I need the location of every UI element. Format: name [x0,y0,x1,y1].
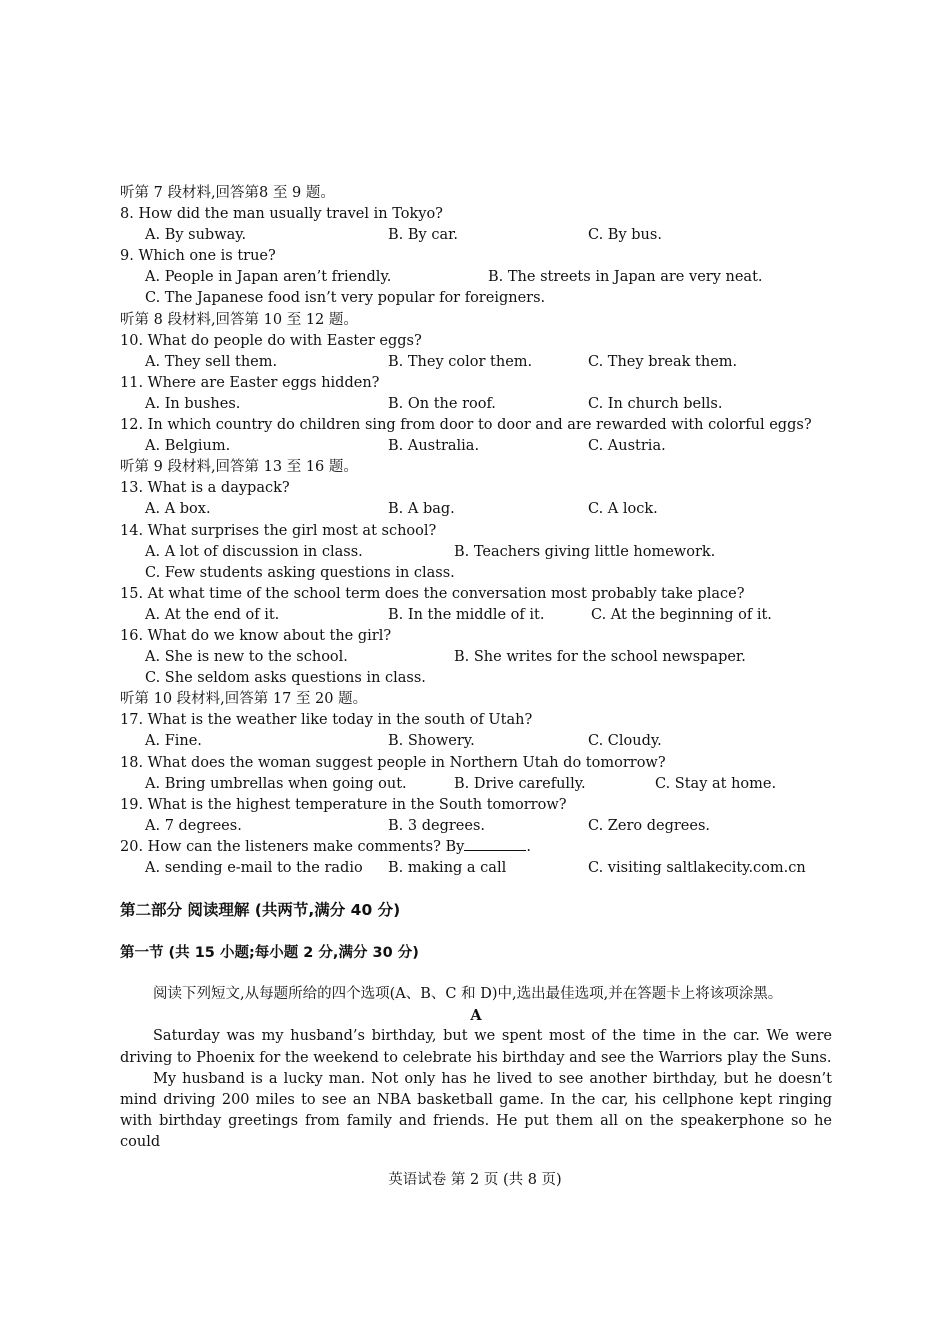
option-b: B. By car. [388,227,459,244]
question-9-options [120,267,832,288]
question-14: 14. What surprises the girl most at school? [120,522,437,539]
option-c: C. Austria. [588,438,666,455]
question-11: 11. Where are Easter eggs hidden? [120,374,380,391]
option-a: A. sending e-mail to the radio [145,860,363,876]
question-10: 10. What do people do with Easter eggs? [120,332,422,349]
option-b: B. Teachers giving little homework. [454,543,716,560]
option-b: B. Australia. [388,438,480,455]
option-c: C. A lock. [588,501,658,518]
section-1-heading: 第一节 (共 15 小题;每小题 2 分,满分 30 分) [120,945,419,962]
question-19: 19. What is the highest temperature in the South tomorrow? [120,796,567,813]
exam-page [120,183,832,1153]
question-15: 15. At what time of the school term does the conversation most probably take place? [120,585,745,602]
option-a: A. Fine. [145,733,202,750]
option-b: B. A bag. [388,501,455,518]
option-b: B. In the middle of it. [388,606,545,623]
option-a: A. A lot of discussion in class. [145,543,363,560]
question-17-options [120,731,832,752]
question-20-options [120,858,832,879]
option-a: A. Bring umbrellas when going out. [145,775,407,792]
option-c: C. Few students asking questions in class. [145,564,455,581]
answer-blank [464,838,526,851]
question-19-options [120,816,832,837]
option-a: A. 7 degrees. [145,817,242,834]
question-16-options [120,647,832,668]
option-b: B. She writes for the school newspaper. [454,649,746,666]
question-13-options [120,499,832,520]
page-footer: 英语试卷 第 2 页 (共 8 页) [388,1172,562,1188]
question-12: 12. In which country do children sing from door to door and are rewarded with colorful eggs? [120,417,812,434]
option-c: C. In church bells. [588,395,723,412]
passage-label: A [470,1007,482,1025]
option-c: C. Cloudy. [588,733,662,750]
option-c: C. Zero degrees. [588,817,711,834]
section-7-instruction: 听第 7 段材料,回答第8 至 9 题。 [120,185,335,201]
question-18-options [120,774,832,795]
question-18: 18. What does the woman suggest people in Northern Utah do tomorrow? [120,754,666,771]
option-b: B. 3 degrees. [388,817,485,834]
question-10-options [120,352,832,373]
option-c: C. By bus. [588,227,662,244]
option-a: A. Belgium. [145,438,231,455]
reading-instructions: 阅读下列短文,从每题所给的四个选项(A、B、C 和 D)中,选出最佳选项,并在答题卡上将该项涂黑。 [153,986,783,1003]
question-8: 8. How did the man usually travel in Tokyo? [120,206,443,223]
question-17: 17. What is the weather like today in the south of Utah? [120,712,533,729]
question-15-options [120,605,832,626]
option-c: C. Stay at home. [655,775,777,792]
option-c: C. The Japanese food isn’t very popular for foreigners. [145,290,546,307]
question-20 [120,837,832,858]
question-16: 16. What do we know about the girl? [120,627,392,644]
option-a: A. At the end of it. [145,606,280,623]
question-8-options [120,225,832,246]
question-20-stem: 20. How can the listeners make comments? By [120,838,465,855]
question-13: 13. What is a daypack? [120,480,290,497]
option-a: A. A box. [145,501,211,518]
section-10-instruction: 听第 10 段材料,回答第 17 至 20 题。 [120,691,368,708]
section-9-instruction: 听第 9 段材料,回答第 13 至 16 题。 [120,459,358,476]
passage-paragraph-2: My husband is a lucky man. Not only has he lived to see another birthday, but he doesn’t mind driving 200 miles to see an NBA basketball game. In the car, his cellphone kept ringing with birthday greetings from family and friends. He put them all on the speakerphone so he could [120,1070,832,1150]
option-b: B. They color them. [388,353,533,370]
option-c: C. She seldom asks questions in class. [145,670,426,687]
question-11-options [120,394,832,415]
question-9: 9. Which one is true? [120,248,276,265]
question-14-options [120,542,832,563]
question-20-stem-end: . [526,838,531,855]
option-c: C. At the beginning of it. [591,606,772,623]
option-b: B. Drive carefully. [454,775,586,792]
option-c: C. They break them. [588,353,738,370]
option-b: B. The streets in Japan are very neat. [488,269,763,286]
part-2-heading: 第二部分 阅读理解 (共两节,满分 40 分) [120,901,401,920]
option-c: C. visiting saltlakecity.com.cn [588,860,806,876]
option-b: B. Showery. [388,733,475,750]
option-a: A. People in Japan aren’t friendly. [145,269,392,286]
section-8-instruction: 听第 8 段材料,回答第 10 至 12 题。 [120,311,358,328]
option-a: A. She is new to the school. [145,649,348,666]
option-b: B. making a call [388,860,507,876]
option-b: B. On the roof. [388,395,496,412]
question-12-options [120,436,832,457]
option-a: A. They sell them. [145,353,278,370]
option-a: A. In bushes. [145,395,241,412]
passage-paragraph-1: Saturday was my husband’s birthday, but we spent most of the time in the car. We were driving to Phoenix for the weekend to celebrate his birthday and see the Warriors play the Suns. [120,1028,832,1066]
option-a: A. By subway. [145,227,247,244]
